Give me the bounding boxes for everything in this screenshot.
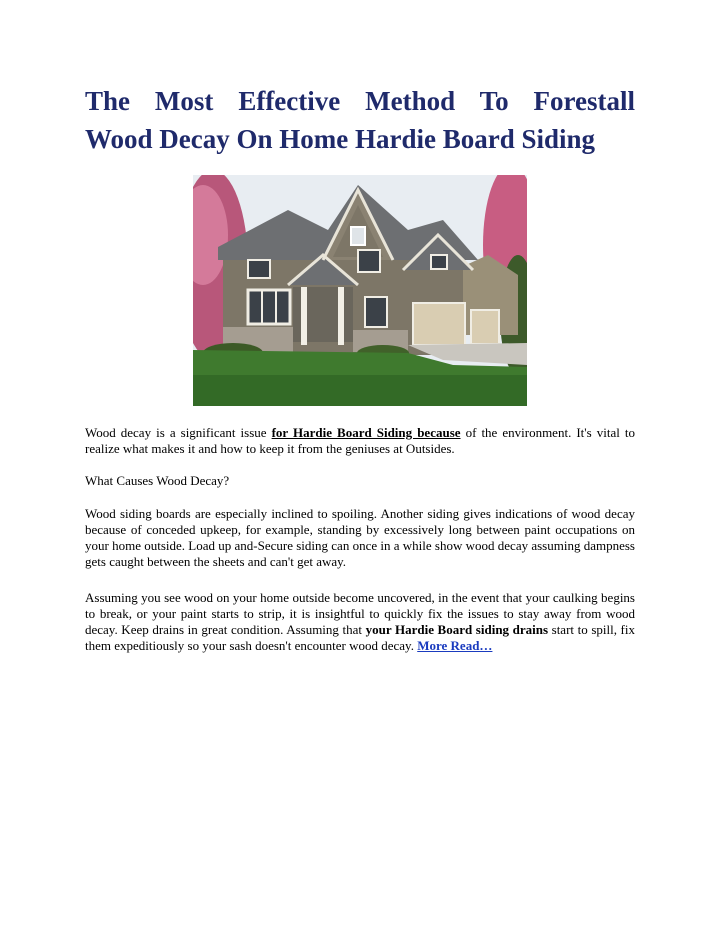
hardie-board-link[interactable]: for Hardie Board Siding because bbox=[271, 425, 461, 440]
paragraph-causes: Wood siding boards are especially inclined to spoiling. Another siding gives indications of wood decay because of conceded upkeep, for example, standing by excessively long between paint occupations on your home outside. Load up and-Secure siding can once in a while show wood decay assuming dampness gets caught between the sheets and can't get away. bbox=[85, 506, 635, 569]
prevention-text-before: Assuming you see wood on your home outside become uncovered, in the event that your caulking begins to break, or your paint starts to strip, it is insightful to quickly fix the issues to stay away from wood decay. Keep drains in great condition. Assuming that bbox=[85, 590, 635, 637]
prevention-text-after: start to spill, fix them expeditiously so your sash doesn't encounter wood decay. bbox=[85, 622, 635, 653]
title-line-2: Wood Decay On Home Hardie Board Siding bbox=[85, 124, 596, 154]
page-title bbox=[85, 82, 635, 158]
paragraph-prevention bbox=[85, 590, 635, 654]
siding-drains-bold: your Hardie Board siding drains bbox=[365, 622, 549, 637]
section-heading: What Causes Wood Decay? bbox=[85, 473, 230, 488]
intro-text-after: of the environment. It's vital to realize what makes it and how to keep it from the geniuses at Outsides. bbox=[85, 425, 635, 456]
title-line-1: The Most Effective Method To Forestall bbox=[85, 86, 635, 116]
house-photo-graphic bbox=[193, 175, 527, 406]
intro-text-before: Wood decay is a significant issue bbox=[85, 425, 272, 440]
house-photo bbox=[193, 175, 527, 406]
paragraph-intro bbox=[85, 425, 635, 457]
more-read-link[interactable]: More Read… bbox=[417, 638, 493, 653]
